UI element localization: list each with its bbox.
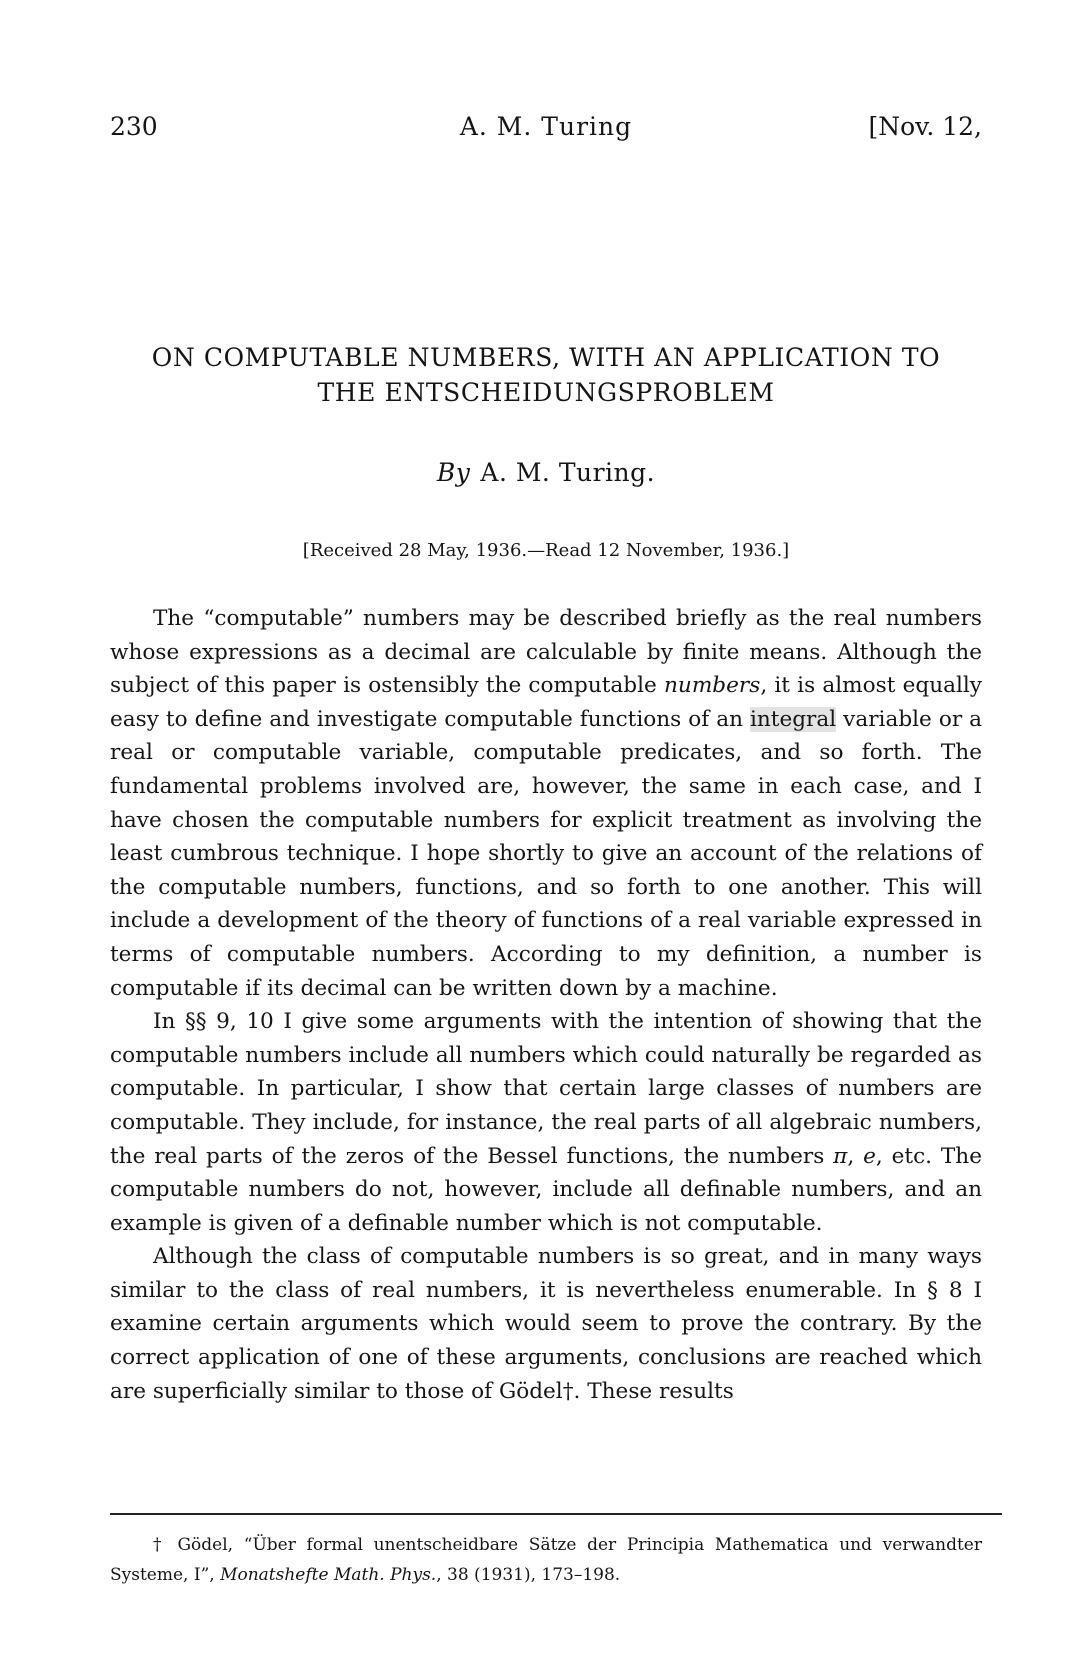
p2-sep: , [847, 1143, 864, 1169]
footnote-divider [110, 1513, 1002, 1515]
paragraph-3: Although the class of computable numbers is so great, and in many ways similar to the class of real numbers, it is nevertheless enumerable. In § 8 I examine certain arguments which would seem to prove the contrary. By the correct application of one of these arguments, conclusions are reached which are superficially similar to those of Gödel†. These results [110, 1244, 982, 1404]
paragraph-2 [110, 1005, 982, 1240]
footnote-text-a: † Gödel, “Über formal unentscheidbare Sätze der Principia Mathematica und verwandter Systeme, I”, [110, 1535, 982, 1585]
p2-text-b: , etc. The computable numbers do not, however, include all definable numbers, and an example is given of a definable number which is not computable. [110, 1143, 982, 1236]
paragraph-1 [110, 602, 982, 1005]
footnote-journal: Monatshefte Math. Phys. [220, 1565, 437, 1585]
byline-by: By [436, 458, 471, 487]
byline [110, 458, 982, 487]
title-line-2: THE ENTSCHEIDUNGSPROBLEM [317, 378, 775, 407]
byline-author: A. M. Turing. [480, 458, 656, 487]
p2-text-a: In §§ 9, 10 I give some arguments with the intention of showing that the computable numbers include all numbers which could naturally be regarded as computable. In particular, I show that certain large classes of numbers are computable. They include, for instance, the real parts of all algebraic numbers, the real parts of the zeros of the Bessel functions, the numbers [110, 1009, 982, 1169]
p1-text-c: variable or a real or computable variable, computable predicates, and so forth. The fundamental problems involved are, however, the same in each case, and I have chosen the computable numbers for explicit treatment as involving the least cumbrous technique. I hope shortly to give an account of the relations of the computable numbers, functions, and so forth to one another. This will include a development of the theory of functions of a real variable expressed in terms of computable numbers. According to my definition, a number is computable if its decimal can be written down by a machine. [110, 706, 982, 1001]
running-head [110, 112, 982, 152]
received-date: [Received 28 May, 1936.—Read 12 November, 1936.] [302, 540, 790, 561]
footnote [110, 1530, 982, 1590]
running-head-author: A. M. Turing [459, 112, 633, 141]
p2-symbol-e: e [863, 1143, 876, 1169]
title-line-1: ON COMPUTABLE NUMBERS, WITH AN APPLICATION TO [151, 343, 941, 372]
p1-text-a: The “computable” numbers may be described briefly as the real numbers whose expressions as a decimal are calculable by finite means. Although the subject of this paper is ostensibly the computable [110, 606, 982, 699]
footnote-text-b: , 38 (1931), 173–198. [436, 1565, 621, 1585]
running-head-date: [Nov. 12, [868, 112, 982, 141]
p1-text-b: , it is almost equally easy to define and investigate computable functions of an [110, 673, 983, 732]
p2-symbol-pi: π [833, 1143, 848, 1169]
page-number: 230 [110, 112, 158, 141]
p1-italic-numbers: numbers [664, 673, 761, 699]
highlighted-word[interactable]: integral [749, 706, 837, 732]
body-text [110, 602, 982, 1408]
paper-title [110, 340, 982, 410]
